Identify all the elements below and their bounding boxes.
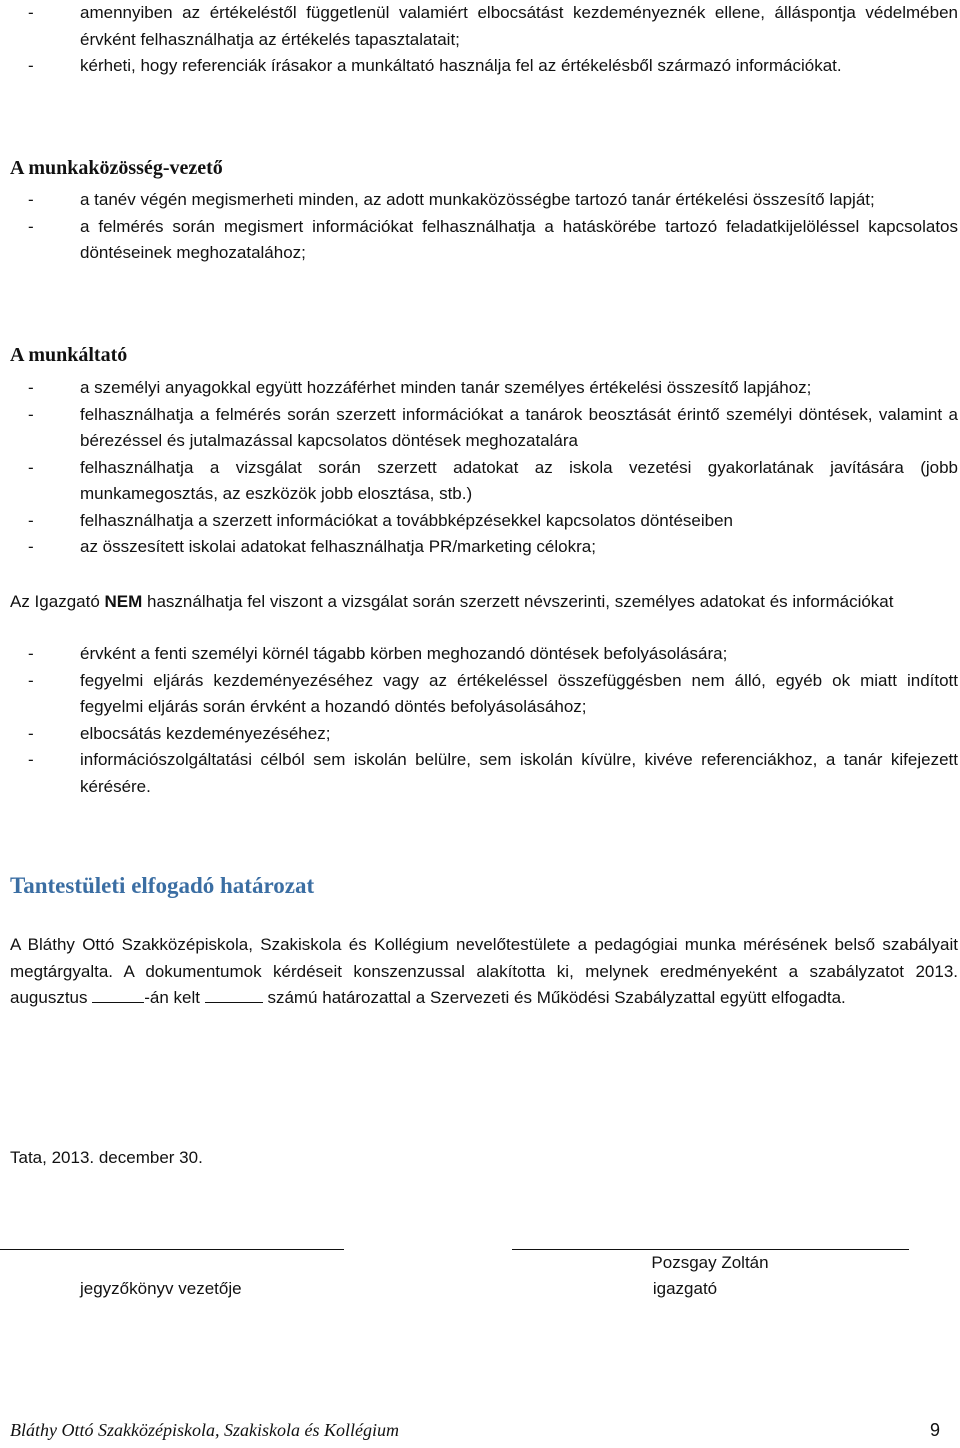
dash-bullet: - (28, 457, 34, 477)
dash-bullet: - (28, 3, 34, 22)
intro-item: - amennyiben az értékeléstől függetlenül valamiért elbocsátást kezdeményeznék ellene, álláspontja védelmében érvként felhasználhatja az értékelés tapasztalatait; (10, 0, 958, 53)
signature-right-label: igazgató (652, 1279, 718, 1298)
number-blank (205, 988, 263, 1003)
signature-line-right (512, 1249, 909, 1250)
footer-text: Bláthy Ottó Szakközépiskola, Szakiskola és Kollégium (10, 1420, 399, 1440)
resolution-title: Tantestületi elfogadó határozat (10, 873, 315, 898)
list-item: - elbocsátás kezdeményezéséhez; (10, 721, 958, 748)
dash-bullet: - (28, 750, 34, 769)
date-blank (92, 988, 144, 1003)
list-item: - információszolgáltatási célból sem iskolán belülre, sem iskolán kívülre, kivéve referenciákhoz, a tanár kifejezett kérésére. (10, 747, 958, 800)
dash-bullet: - (28, 190, 34, 209)
list-item: - a személyi anyagokkal együtt hozzáférhet minden tanár személyes értékelési összesítő lapjához; (10, 375, 958, 402)
signature-right-name: Pozsgay Zoltán (651, 1253, 769, 1272)
signature-line-left (0, 1249, 344, 1250)
dash-bullet: - (28, 537, 34, 556)
dash-bullet: - (28, 670, 34, 690)
dash-bullet: - (28, 56, 34, 75)
dash-bullet: - (28, 644, 34, 663)
dash-bullet: - (28, 216, 34, 236)
list-item: - érvként a fenti személyi körnél tágabb körben meghozandó döntések befolyásolására; (10, 641, 958, 668)
list-item: - felhasználhatja a felmérés során szerzett információkat a tanárok beosztását érintő személyi döntések, valamint a bérezéssel és jutalmazással kapcsolatos döntések meghozatalára (10, 402, 958, 455)
dash-bullet: - (28, 378, 34, 397)
intro-item: - kérheti, hogy referenciák írásakor a munkáltató használja fel az értékelésből származó információkat. (10, 53, 958, 80)
list-item: - felhasználhatja a szerzett információkat a továbbképzésekkel kapcsolatos döntéseiben (10, 508, 958, 535)
igazgato-paragraph: Az Igazgató NEM használhatja fel viszont a vizsgálat során szerzett névszerinti, személyes adatokat és információkat (10, 592, 894, 611)
list-item: - az összesített iskolai adatokat felhasználhatja PR/marketing célokra; (10, 534, 958, 561)
dash-bullet: - (28, 723, 34, 743)
section-heading-munkaltato: A munkáltató (10, 344, 128, 366)
list-item: - felhasználhatja a vizsgálat során szerzett adatokat az iskola vezetési gyakorlatának javítására (jobb munkamegosztás, az eszközök jobb elosztása, stb.) (10, 455, 958, 508)
section-heading-munkakozosseg: A munkaközösség-vezető (10, 157, 223, 179)
dash-bullet: - (28, 404, 34, 424)
place-date: Tata, 2013. december 30. (10, 1148, 203, 1167)
list-item: - a felmérés során megismert információkat felhasználhatja a hatáskörébe tartozó feladatkijelöléssel kapcsolatos döntéseinek meghozatalához; (10, 214, 958, 267)
page-footer (10, 1420, 950, 1441)
resolution-paragraph: A Bláthy Ottó Szakközépiskola, Szakiskola és Kollégium nevelőtestülete a pedagógiai munka mérésének belső szabályait megtárgyalta. A dokumentumok kérdéseit konszenzussal alakította ki, melynek eredményeként a szabályzatot 2013. augusztus -án kelt számú határozattal a Szervezeti és Működési Szabályzattal együtt elfogadta. (10, 935, 958, 1007)
list-item: - fegyelmi eljárás kezdeményezéséhez vagy az értékeléssel összefüggésben nem álló, egyéb ok miatt indított fegyelmi eljárás során érvként a hozandó döntés befolyásolásához; (10, 668, 958, 721)
page-number: 9 (929, 1420, 940, 1440)
dash-bullet: - (28, 510, 34, 530)
list-item: - a tanév végén megismerheti minden, az adott munkaközösségbe tartozó tanár értékelési összesítő lapját; (10, 187, 958, 214)
signature-left-label: jegyzőkönyv vezetője (80, 1279, 242, 1298)
